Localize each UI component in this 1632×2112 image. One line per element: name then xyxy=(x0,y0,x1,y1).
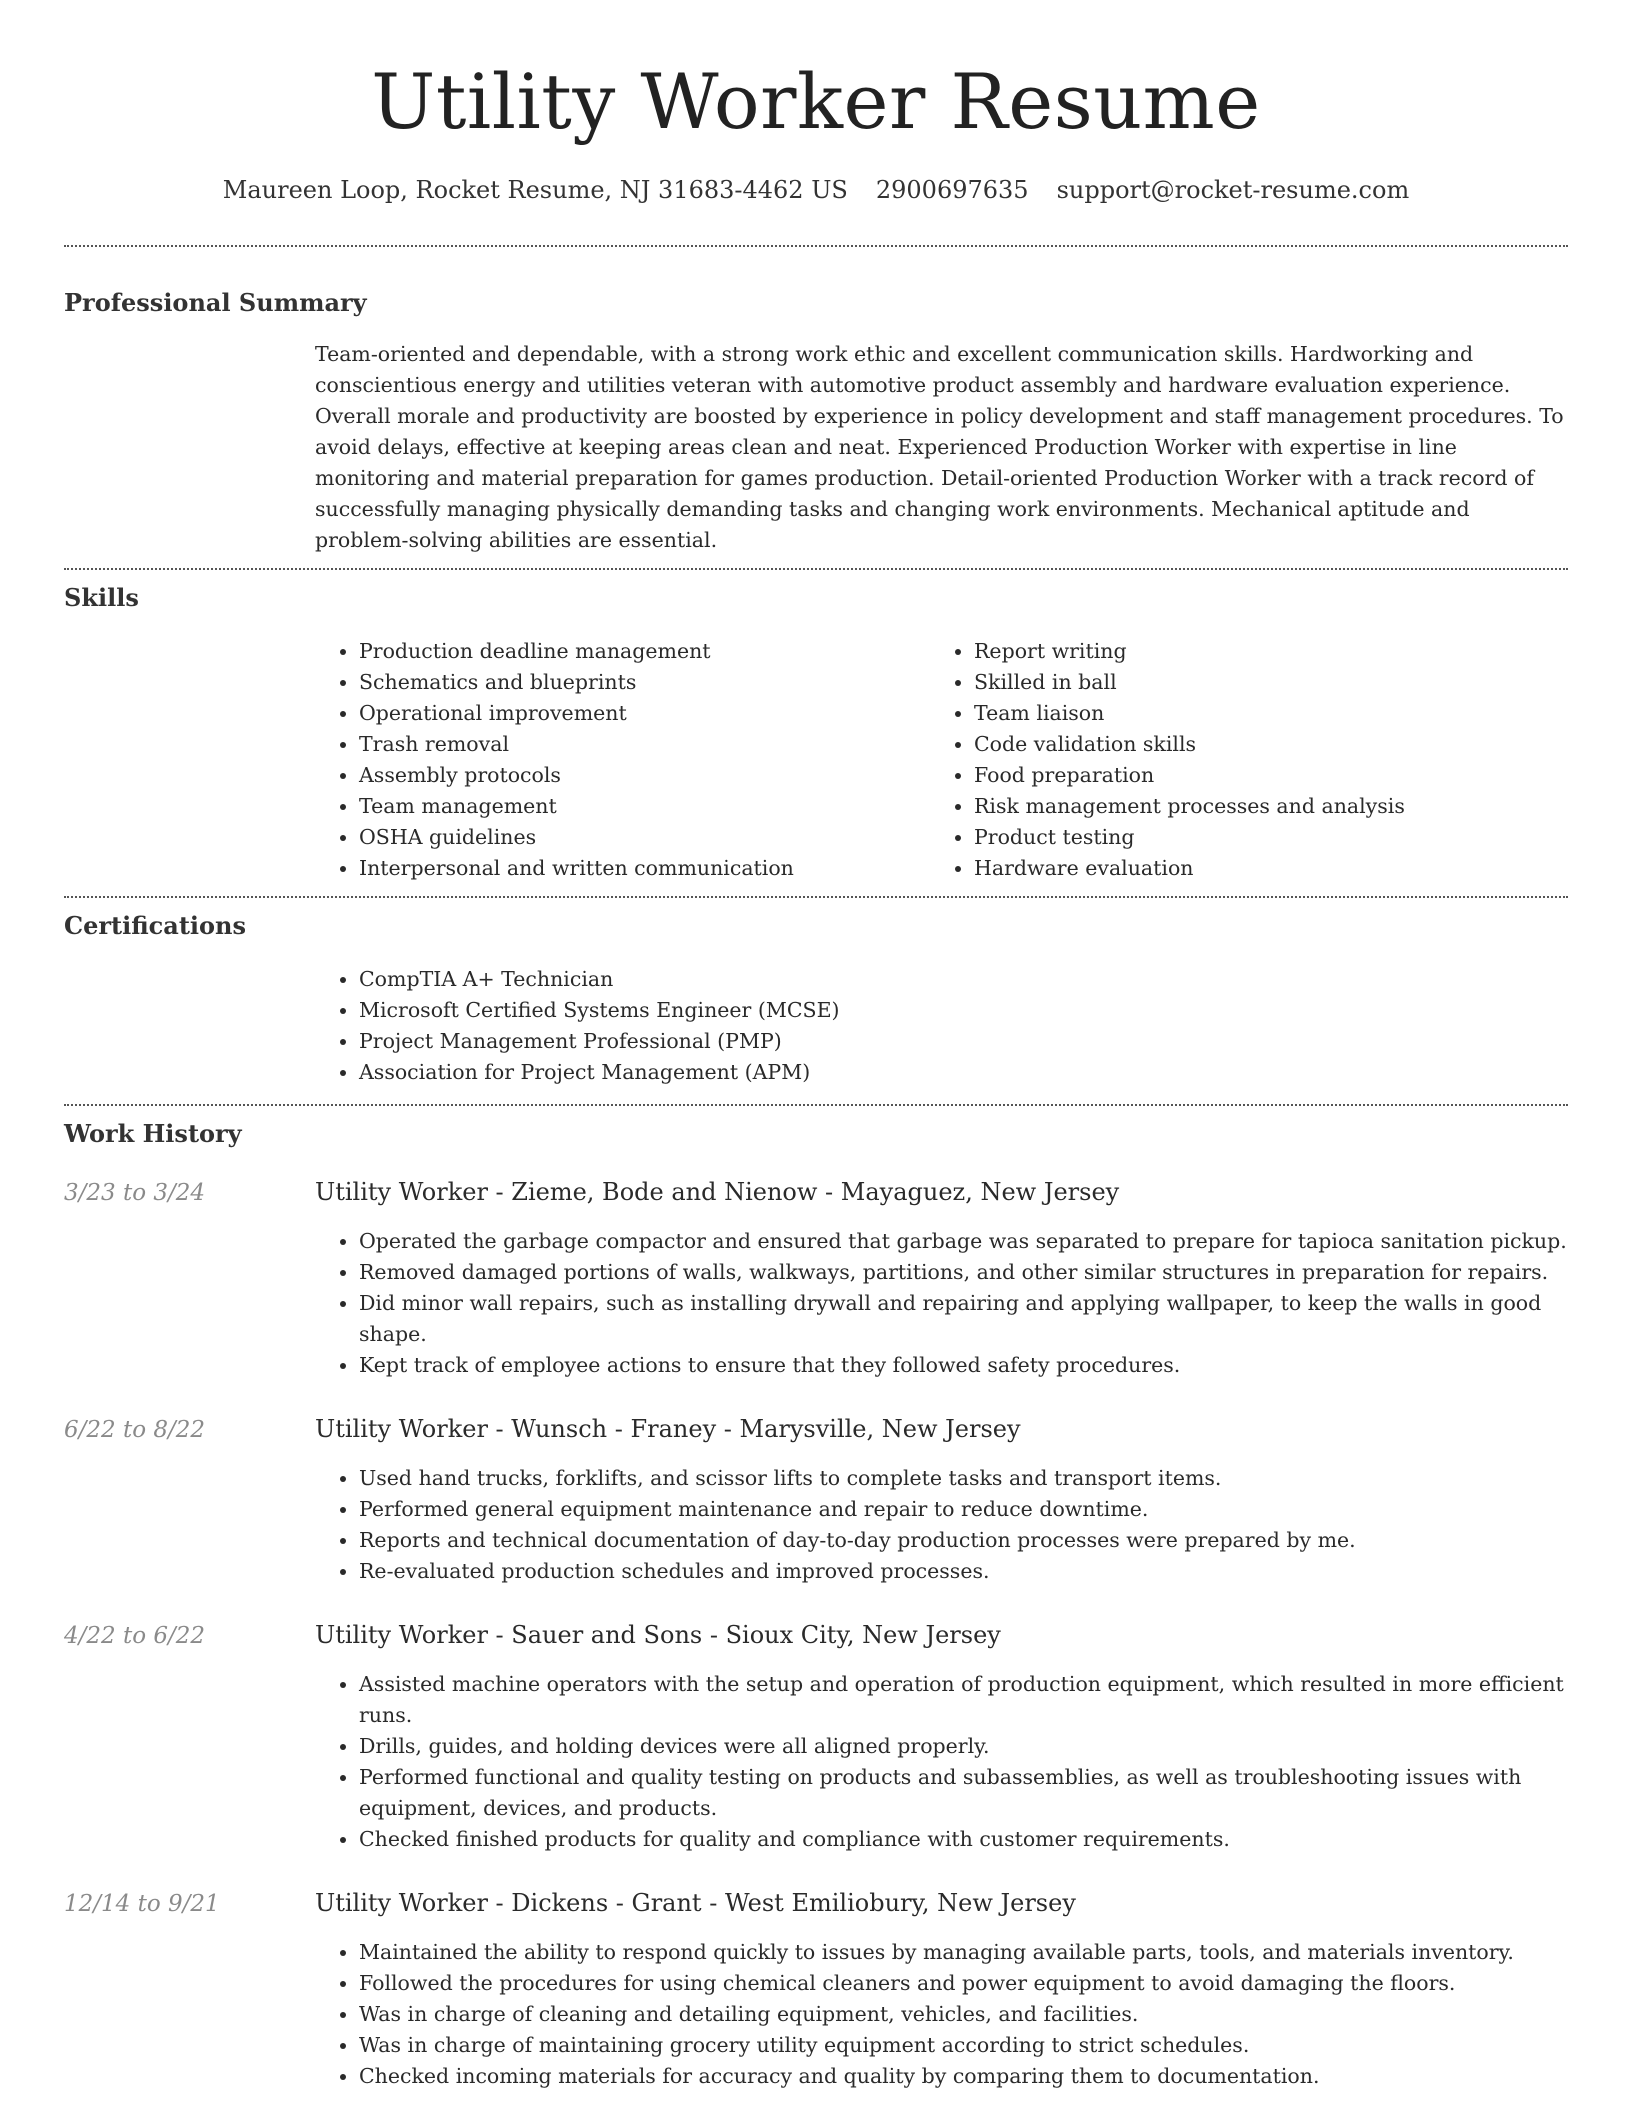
contact-email: support@rocket-resume.com xyxy=(1056,176,1410,204)
job-title: Utility Worker - Zieme, Bode and Nienow - Mayaguez, New Jersey xyxy=(315,1178,1120,1206)
work-history-section xyxy=(64,1118,1568,2092)
job-title: Utility Worker - Sauer and Sons - Sioux City, New Jersey xyxy=(315,1621,1001,1649)
job-entry xyxy=(64,1413,1568,1587)
skills-list-left xyxy=(315,636,930,884)
job-duties xyxy=(315,1463,1568,1587)
job-header xyxy=(64,1619,1568,1652)
work-history-heading: Work History xyxy=(64,1119,242,1148)
summary-heading: Professional Summary xyxy=(64,288,367,317)
job-duty: • Performed functional and quality testing on products and subassemblies, as well as troubleshooting issues with equipment, devices, and products. xyxy=(359,1762,1568,1824)
job-duties xyxy=(315,1937,1568,2092)
skill-item: • Interpersonal and written communication xyxy=(359,853,930,884)
divider xyxy=(64,568,1568,570)
job-duty: • Checked finished products for quality and compliance with customer requirements. xyxy=(359,1824,1568,1855)
divider xyxy=(64,245,1568,247)
certification-item: • Microsoft Certified Systems Engineer (MCSE) xyxy=(359,995,1568,1026)
certification-item: • CompTIA A+ Technician xyxy=(359,964,1568,995)
contact-address: Maureen Loop, Rocket Resume, NJ 31683-4462 US xyxy=(222,176,848,204)
job-dates: 6/22 to 8/22 xyxy=(64,1417,206,1443)
job-duty: • Maintained the ability to respond quickly to issues by managing available parts, tools, and materials inventory. xyxy=(359,1937,1568,1968)
job-duty: • Used hand trucks, forklifts, and scissor lifts to complete tasks and transport items. xyxy=(359,1463,1568,1494)
skill-item: • Food preparation xyxy=(974,760,1545,791)
job-header xyxy=(64,1887,1568,1920)
job-duty: • Did minor wall repairs, such as installing drywall and repairing and applying wallpaper, to keep the walls in good shape. xyxy=(359,1288,1568,1350)
job-header xyxy=(64,1176,1568,1209)
skill-item: • Trash removal xyxy=(359,729,930,760)
skill-item: • Hardware evaluation xyxy=(974,853,1545,884)
skills-list-right xyxy=(930,636,1545,884)
divider xyxy=(64,1104,1568,1106)
job-duty: • Reports and technical documentation of day-to-day production processes were prepared by me. xyxy=(359,1525,1568,1556)
job-title: Utility Worker - Dickens - Grant - West Emiliobury, New Jersey xyxy=(315,1889,1076,1917)
job-duty: • Was in charge of cleaning and detailing equipment, vehicles, and facilities. xyxy=(359,1999,1568,2030)
certification-item: • Association for Project Management (APM) xyxy=(359,1057,1568,1088)
skills-grid xyxy=(315,636,1568,884)
skill-item: • Team management xyxy=(359,791,930,822)
job-duty: • Followed the procedures for using chemical cleaners and power equipment to avoid damaging the floors. xyxy=(359,1968,1568,1999)
job-duty: • Was in charge of maintaining grocery utility equipment according to strict schedules. xyxy=(359,2030,1568,2061)
job-duty: • Re-evaluated production schedules and improved processes. xyxy=(359,1556,1568,1587)
skill-item: • Assembly protocols xyxy=(359,760,930,791)
job-entry xyxy=(64,1887,1568,2092)
skills-section xyxy=(64,582,1568,884)
job-entry xyxy=(64,1619,1568,1855)
job-duties xyxy=(315,1669,1568,1855)
contact-phone: 2900697635 xyxy=(875,176,1029,204)
skill-item: • Skilled in ball xyxy=(974,667,1545,698)
job-duty: • Removed damaged portions of walls, walkways, partitions, and other similar structures in preparation for repairs. xyxy=(359,1257,1568,1288)
job-header xyxy=(64,1413,1568,1446)
job-duty: • Operated the garbage compactor and ensured that garbage was separated to prepare for tapioca sanitation pickup. xyxy=(359,1226,1568,1257)
skills-heading: Skills xyxy=(64,583,139,612)
job-duty: • Checked incoming materials for accuracy and quality by comparing them to documentation. xyxy=(359,2061,1568,2092)
job-dates: 12/14 to 9/21 xyxy=(64,1891,220,1917)
certification-item: • Project Management Professional (PMP) xyxy=(359,1026,1568,1057)
skill-item: • Team liaison xyxy=(974,698,1545,729)
skill-item: • Report writing xyxy=(974,636,1545,667)
skill-item: • Production deadline management xyxy=(359,636,930,667)
resume-title: Utility Worker Resume xyxy=(371,57,1261,146)
job-title: Utility Worker - Wunsch - Franey - Marysville, New Jersey xyxy=(315,1415,1021,1443)
job-duty: • Kept track of employee actions to ensure that they followed safety procedures. xyxy=(359,1350,1568,1381)
skill-item: • Operational improvement xyxy=(359,698,930,729)
skill-item: • Code validation skills xyxy=(974,729,1545,760)
skill-item: • Schematics and blueprints xyxy=(359,667,930,698)
job-duties xyxy=(315,1226,1568,1381)
certifications-list xyxy=(315,964,1568,1088)
skill-item: • OSHA guidelines xyxy=(359,822,930,853)
job-duty: • Performed general equipment maintenance and repair to reduce downtime. xyxy=(359,1494,1568,1525)
divider xyxy=(64,896,1568,898)
job-duty: • Drills, guides, and holding devices were all aligned properly. xyxy=(359,1731,1568,1762)
job-dates: 4/22 to 6/22 xyxy=(64,1623,206,1649)
skill-item: • Risk management processes and analysis xyxy=(974,791,1545,822)
summary-text: Team-oriented and dependable, with a strong work ethic and excellent communication skills. Hardworking and conscientious energy and utilities veteran with automotive product assembly and hardware evaluation experience. Overall morale and productivity are boosted by experience in policy development and staff management procedures. To avoid delays, effective at keeping areas clean and neat. Experienced Production Worker with expertise in line monitoring and material preparation for games production. Detail-oriented Production Worker with a track record of successfully managing physically demanding tasks and changing work environments. Mechanical aptitude and problem-solving abilities are essential. xyxy=(315,342,1564,552)
job-entry xyxy=(64,1176,1568,1381)
certifications-heading: Certifications xyxy=(64,911,247,940)
contact-line xyxy=(64,174,1568,206)
job-duty: • Assisted machine operators with the setup and operation of production equipment, which resulted in more efficient runs. xyxy=(359,1669,1568,1731)
summary-section xyxy=(64,287,1568,556)
certifications-section xyxy=(64,910,1568,1088)
job-dates: 3/23 to 3/24 xyxy=(64,1180,206,1206)
skill-item: • Product testing xyxy=(974,822,1545,853)
